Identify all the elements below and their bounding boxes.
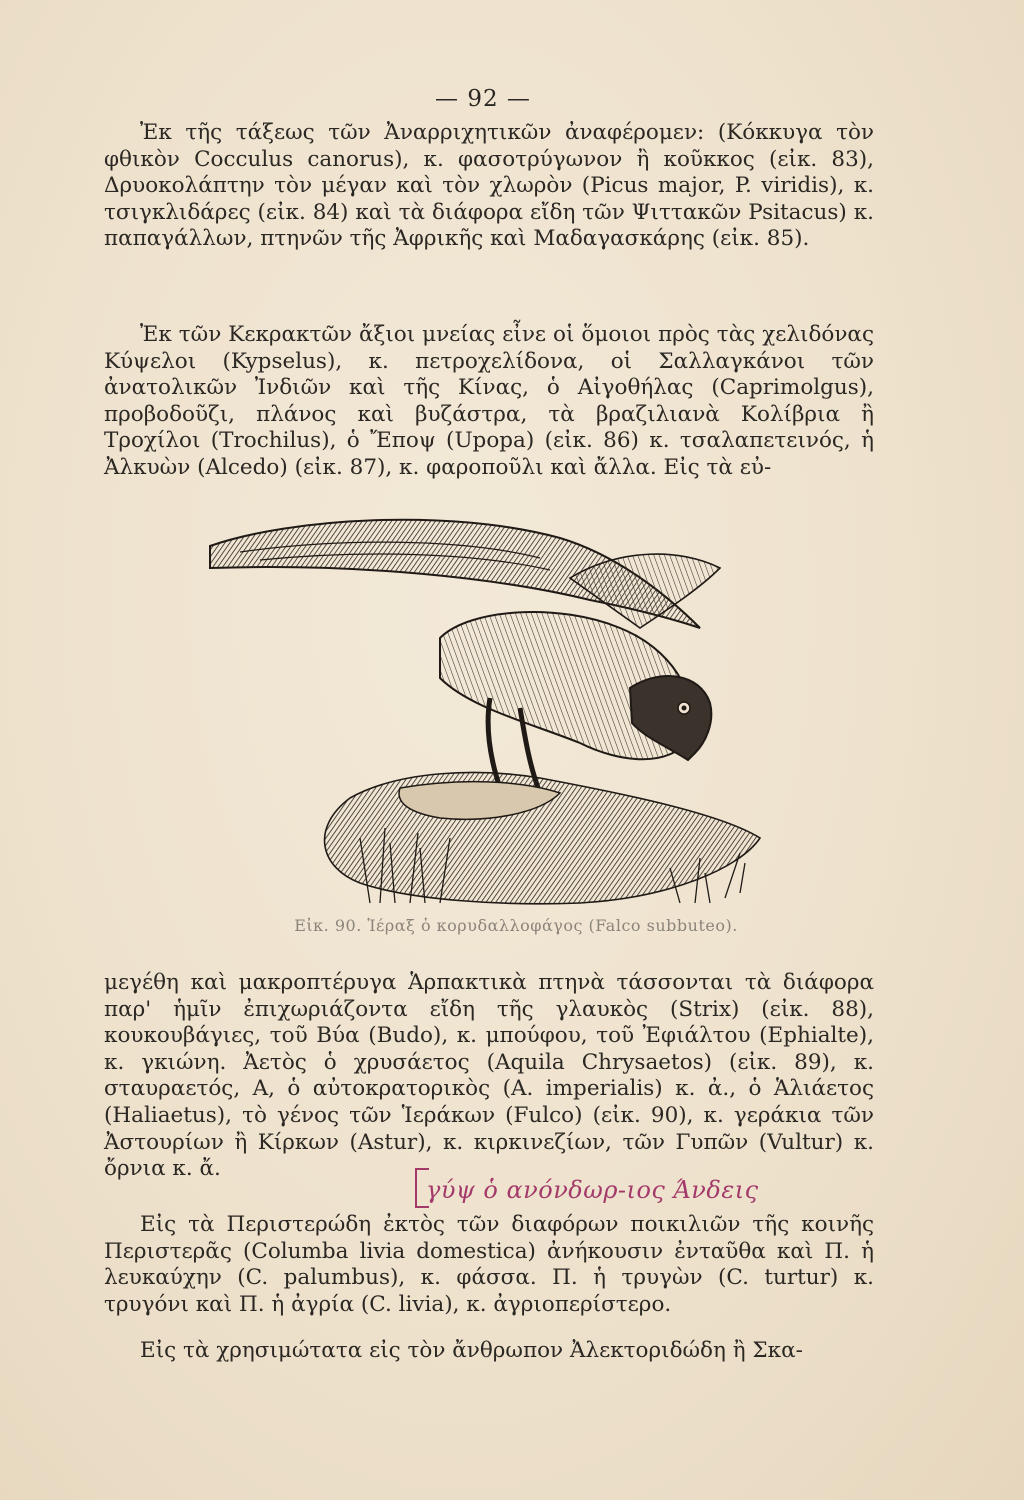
paragraph-raptors (104, 970, 874, 1183)
paragraph-text: μεγέθη καὶ μακροπτέρυγα Ἁρπακτικὰ πτηνὰ τάσσονται τὰ διάφορα παρ' ἡμῖν ἐπιχωριάζοντα εἴδη τῆς γλαυκὸς (Strix) (εἰκ. 88), κουκουβάγιες, τοῦ Βύα (Budo), κ. μπούφου, τοῦ Ἐφιάλτου (Ephialte), κ. γκιώνη. Ἀετὸς ὁ χρυσάετος (Aquila Chrysaetos) (εἰκ. 89), κ. σταυραετός, Α, ὁ αὐτοκρατορικὸς (A. imperialis) κ. ἀ., ὁ Ἁλιάετος (Haliaetus), τὸ γένος τῶν Ἱεράκων (Fulco) (εἰκ. 90), κ. γεράκια τῶν Ἀστουρίων ἢ Κίρκων (Astur), κ. κιρκινεζίων, τῶν Γυπῶν (Vultur) κ. ὄρνια κ. ἄ. (104, 970, 874, 1182)
paragraph-screamers (104, 322, 874, 482)
page-number: — 92 — (435, 86, 531, 112)
falcon-engraving (200, 508, 780, 913)
paragraph-pigeons (104, 1212, 874, 1318)
paragraph-climbers (104, 120, 874, 253)
paragraph-text: Ἐκ τῶν Κεκρακτῶν ἄξιοι μνείας εἶνε οἱ ὅμοιοι πρὸς τὰς χελιδόνας Κύψελοι (Kypselus), κ. πετροχελίδονα, οἱ Σαλλαγκάνοι τῶν ἀνατολικῶν Ἰνδιῶν καὶ τῆς Κίνας, ὁ Αἰγοθήλας (Caprimolgus), προβοδοῦζι, πλάνος καὶ βυζάστρα, τὰ βραζιλιανὰ Κολίβρια ἢ Τροχίλοι (Trochilus), ὁ Ἔποψ (Upopa) (εἰκ. 86) κ. τσαλαπετεινός, ἡ Ἀλκυὼν (Alcedo) (εἰκ. 87), κ. φαροποῦλι καὶ ἄλλα. Εἰς τὰ εὐ- (104, 322, 874, 480)
falcon-illustration (200, 508, 780, 913)
paragraph-text: Εἰς τὰ χρησιμώτατα εἰς τὸν ἄνθρωπον Ἀλεκτοριδώδη ἢ Σκα- (140, 1338, 803, 1363)
paragraph-gallinaceous (104, 1338, 874, 1365)
figure-caption: Εἰκ. 90. Ἱέραξ ὁ κορυδαλλοφάγος (Falco subbuteo). (294, 916, 738, 935)
paragraph-text: Ἐκ τῆς τάξεως τῶν Ἀναρριχητικῶν ἀναφέρομεν: (Κόκκυγα τὸν φθικὸν Cocculus canorus), κ. φασοτρύγωνον ἢ κοῦκκος (εἰκ. 83), Δρυοκολάπτην τὸν μέγαν καὶ τὸν χλωρὸν (Picus major, P. viridis), κ. τσιγκλιδάρες (εἰκ. 84) καὶ τὰ διάφορα εἴδη τῶν Ψιττακῶν Psitacus) κ. παπαγάλλων, πτηνῶν τῆς Ἀφρικῆς καὶ Μαδαγασκάρης (εἰκ. 85). (104, 120, 874, 252)
paragraph-text: Εἰς τὰ Περιστερώδη ἐκτὸς τῶν διαφόρων ποικιλιῶν τῆς κοινῆς Περιστερᾶς (Columba livia domestica) ἀνήκουσιν ἐνταῦθα καὶ Π. ἡ λευκαύχην (C. palumbus), κ. φάσσα. Π. ἡ τρυγὼν (C. turtur) κ. τρυγόνι καὶ Π. ἡ ἀγρία (C. livia), κ. ἀγριοπερίστερο. (104, 1212, 874, 1317)
handwritten-note: γύψ ὁ ανόνδωρ-ιος Άνδεις (426, 1176, 759, 1204)
